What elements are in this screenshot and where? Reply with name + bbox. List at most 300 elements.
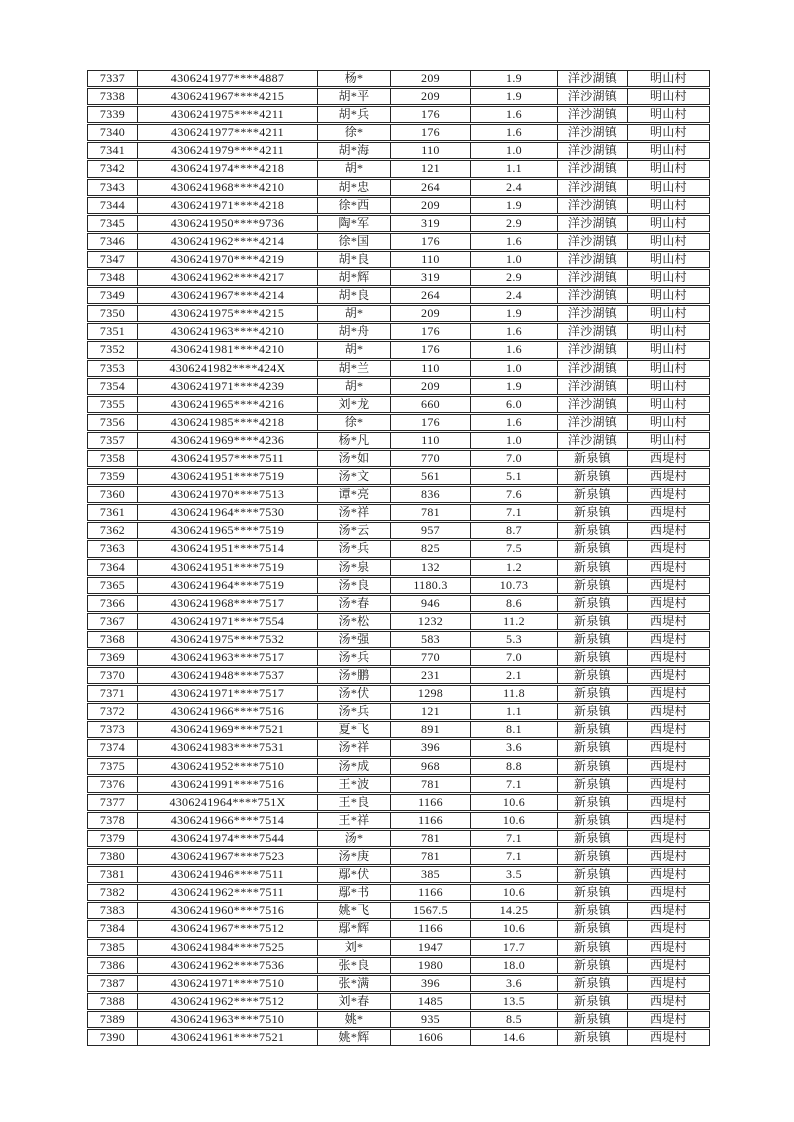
cell-village: 西堤村 bbox=[627, 795, 709, 810]
cell-id-masked: 4306241952****7510 bbox=[137, 759, 317, 774]
cell-name-masked: 汤*泉 bbox=[317, 560, 390, 575]
cell-name-masked: 胡*辉 bbox=[317, 270, 390, 285]
cell-serial: 7347 bbox=[99, 251, 126, 266]
cell-value1: 231 bbox=[390, 668, 470, 683]
cell-village: 西堤村 bbox=[627, 867, 709, 882]
cell-id-masked: 4306241983****7531 bbox=[137, 740, 317, 755]
cell-village: 西堤村 bbox=[627, 632, 709, 647]
cell-town: 洋沙湖镇 bbox=[557, 415, 627, 430]
cell-village: 西堤村 bbox=[627, 813, 709, 828]
cell-value2: 1.6 bbox=[470, 342, 557, 357]
cell-id-masked: 4306241963****7517 bbox=[137, 650, 317, 665]
cell-serial: 7346 bbox=[99, 233, 126, 248]
cell-village: 西堤村 bbox=[627, 921, 709, 936]
cell-value1: 176 bbox=[390, 107, 470, 122]
cell-value2: 8.5 bbox=[470, 1012, 557, 1027]
table-row bbox=[87, 848, 710, 865]
table-row bbox=[87, 269, 710, 286]
cell-name-masked: 杨*凡 bbox=[317, 433, 390, 448]
cell-value1: 176 bbox=[390, 234, 470, 249]
cell-town: 洋沙湖镇 bbox=[557, 71, 627, 86]
cell-serial: 7366 bbox=[99, 595, 126, 610]
cell-serial: 7345 bbox=[99, 215, 126, 230]
cell-id-masked: 4306241971****7554 bbox=[137, 614, 317, 629]
cell-serial: 7341 bbox=[99, 143, 126, 158]
cell-town: 新泉镇 bbox=[557, 849, 627, 864]
table-row bbox=[87, 703, 710, 720]
cell-village: 西堤村 bbox=[627, 704, 709, 719]
cell-serial: 7385 bbox=[99, 939, 126, 954]
cell-value1: 110 bbox=[390, 143, 470, 158]
cell-village: 西堤村 bbox=[627, 541, 709, 556]
cell-village: 西堤村 bbox=[627, 885, 709, 900]
cell-name-masked: 汤*云 bbox=[317, 523, 390, 538]
cell-village: 西堤村 bbox=[627, 596, 709, 611]
cell-village: 西堤村 bbox=[627, 740, 709, 755]
cell-serial: 7367 bbox=[99, 613, 126, 628]
cell-town: 新泉镇 bbox=[557, 578, 627, 593]
cell-value1: 946 bbox=[390, 596, 470, 611]
table-row bbox=[87, 414, 710, 431]
cell-id-masked: 4306241961****7521 bbox=[137, 1030, 317, 1045]
cell-name-masked: 汤*祥 bbox=[317, 505, 390, 520]
table-row bbox=[87, 215, 710, 232]
cell-name-masked: 姚*飞 bbox=[317, 903, 390, 918]
cell-serial: 7350 bbox=[99, 306, 126, 321]
cell-value1: 396 bbox=[390, 740, 470, 755]
cell-value2: 3.6 bbox=[470, 976, 557, 991]
cell-serial: 7351 bbox=[99, 324, 126, 339]
cell-value2: 1.0 bbox=[470, 433, 557, 448]
cell-value2: 8.1 bbox=[470, 722, 557, 737]
cell-value1: 781 bbox=[390, 849, 470, 864]
cell-value2: 17.7 bbox=[470, 940, 557, 955]
cell-id-masked: 4306241951****7519 bbox=[137, 560, 317, 575]
cell-value1: 121 bbox=[390, 704, 470, 719]
cell-id-masked: 4306241957****7511 bbox=[137, 451, 317, 466]
cell-id-masked: 4306241946****7511 bbox=[137, 867, 317, 882]
cell-id-masked: 4306241962****7512 bbox=[137, 994, 317, 1009]
cell-serial: 7348 bbox=[99, 270, 126, 285]
cell-serial: 7358 bbox=[99, 450, 126, 465]
cell-town: 新泉镇 bbox=[557, 958, 627, 973]
cell-name-masked: 胡* bbox=[317, 342, 390, 357]
cell-village: 西堤村 bbox=[627, 722, 709, 737]
cell-name-masked: 谭*亮 bbox=[317, 487, 390, 502]
cell-value1: 319 bbox=[390, 270, 470, 285]
cell-name-masked: 王*良 bbox=[317, 795, 390, 810]
cell-id-masked: 4306241971****4239 bbox=[137, 379, 317, 394]
cell-value1: 781 bbox=[390, 777, 470, 792]
table-row bbox=[87, 993, 710, 1010]
cell-value1: 825 bbox=[390, 541, 470, 556]
cell-value2: 2.1 bbox=[470, 668, 557, 683]
cell-village: 明山村 bbox=[627, 234, 709, 249]
cell-id-masked: 4306241967****7512 bbox=[137, 921, 317, 936]
cell-value2: 10.6 bbox=[470, 921, 557, 936]
cell-village: 西堤村 bbox=[627, 1030, 709, 1045]
cell-village: 明山村 bbox=[627, 161, 709, 176]
cell-village: 明山村 bbox=[627, 324, 709, 339]
table-row bbox=[87, 595, 710, 612]
cell-name-masked: 鄢*书 bbox=[317, 885, 390, 900]
cell-value2: 7.1 bbox=[470, 777, 557, 792]
table-row bbox=[87, 540, 710, 557]
beneficiary-table bbox=[87, 70, 710, 1047]
cell-name-masked: 姚*辉 bbox=[317, 1030, 390, 1045]
cell-value1: 209 bbox=[390, 71, 470, 86]
table-row bbox=[87, 739, 710, 756]
cell-name-masked: 姚* bbox=[317, 1012, 390, 1027]
cell-id-masked: 4306241960****7516 bbox=[137, 903, 317, 918]
cell-town: 洋沙湖镇 bbox=[557, 180, 627, 195]
cell-town: 新泉镇 bbox=[557, 686, 627, 701]
cell-id-masked: 4306241974****7544 bbox=[137, 831, 317, 846]
cell-value2: 10.73 bbox=[470, 578, 557, 593]
cell-serial: 7374 bbox=[99, 740, 126, 755]
cell-value1: 176 bbox=[390, 125, 470, 140]
cell-value2: 8.6 bbox=[470, 596, 557, 611]
cell-value1: 1166 bbox=[390, 813, 470, 828]
cell-value2: 2.9 bbox=[470, 270, 557, 285]
cell-name-masked: 胡* bbox=[317, 379, 390, 394]
table-row bbox=[87, 667, 710, 684]
cell-town: 新泉镇 bbox=[557, 614, 627, 629]
cell-town: 新泉镇 bbox=[557, 505, 627, 520]
cell-town: 洋沙湖镇 bbox=[557, 361, 627, 376]
table-row bbox=[87, 866, 710, 883]
cell-name-masked: 汤*文 bbox=[317, 469, 390, 484]
cell-town: 洋沙湖镇 bbox=[557, 89, 627, 104]
cell-name-masked: 汤*如 bbox=[317, 451, 390, 466]
cell-name-masked: 刘*春 bbox=[317, 994, 390, 1009]
table-row bbox=[87, 1029, 710, 1046]
table-row bbox=[87, 124, 710, 141]
cell-town: 洋沙湖镇 bbox=[557, 143, 627, 158]
cell-value1: 176 bbox=[390, 415, 470, 430]
cell-id-masked: 4306241966****7516 bbox=[137, 704, 317, 719]
cell-value1: 1232 bbox=[390, 614, 470, 629]
cell-village: 明山村 bbox=[627, 89, 709, 104]
cell-town: 新泉镇 bbox=[557, 867, 627, 882]
cell-id-masked: 4306241951****7519 bbox=[137, 469, 317, 484]
cell-id-masked: 4306241963****7510 bbox=[137, 1012, 317, 1027]
cell-serial: 7387 bbox=[99, 975, 126, 990]
cell-value1: 1980 bbox=[390, 958, 470, 973]
cell-serial: 7337 bbox=[99, 71, 126, 85]
cell-village: 西堤村 bbox=[627, 560, 709, 575]
cell-name-masked: 胡*良 bbox=[317, 252, 390, 267]
cell-village: 明山村 bbox=[627, 415, 709, 430]
cell-id-masked: 4306241974****4218 bbox=[137, 161, 317, 176]
cell-id-masked: 4306241970****4219 bbox=[137, 252, 317, 267]
cell-value2: 3.5 bbox=[470, 867, 557, 882]
cell-village: 西堤村 bbox=[627, 578, 709, 593]
cell-id-masked: 4306241967****4215 bbox=[137, 89, 317, 104]
cell-id-masked: 4306241964****7530 bbox=[137, 505, 317, 520]
cell-serial: 7370 bbox=[99, 668, 126, 683]
table-row bbox=[87, 468, 710, 485]
cell-town: 洋沙湖镇 bbox=[557, 379, 627, 394]
cell-name-masked: 汤*祥 bbox=[317, 740, 390, 755]
cell-value1: 770 bbox=[390, 451, 470, 466]
table-row bbox=[87, 341, 710, 358]
cell-value1: 110 bbox=[390, 433, 470, 448]
cell-village: 明山村 bbox=[627, 288, 709, 303]
cell-name-masked: 陶*军 bbox=[317, 216, 390, 231]
cell-town: 新泉镇 bbox=[557, 795, 627, 810]
cell-village: 西堤村 bbox=[627, 487, 709, 502]
table-row bbox=[87, 504, 710, 521]
cell-town: 新泉镇 bbox=[557, 560, 627, 575]
cell-village: 明山村 bbox=[627, 342, 709, 357]
cell-village: 明山村 bbox=[627, 143, 709, 158]
table-row bbox=[87, 975, 710, 992]
cell-value1: 1166 bbox=[390, 885, 470, 900]
cell-serial: 7390 bbox=[99, 1029, 126, 1044]
cell-village: 西堤村 bbox=[627, 469, 709, 484]
cell-id-masked: 4306241951****7514 bbox=[137, 541, 317, 556]
cell-value1: 968 bbox=[390, 759, 470, 774]
table-row bbox=[87, 522, 710, 539]
cell-id-masked: 4306241970****7513 bbox=[137, 487, 317, 502]
cell-id-masked: 4306241975****4211 bbox=[137, 107, 317, 122]
cell-town: 新泉镇 bbox=[557, 451, 627, 466]
cell-value2: 1.9 bbox=[470, 198, 557, 213]
cell-name-masked: 胡*舟 bbox=[317, 324, 390, 339]
table-row bbox=[87, 812, 710, 829]
cell-value1: 385 bbox=[390, 867, 470, 882]
cell-village: 明山村 bbox=[627, 107, 709, 122]
cell-name-masked: 鄢*辉 bbox=[317, 921, 390, 936]
cell-value1: 264 bbox=[390, 288, 470, 303]
cell-name-masked: 汤*兵 bbox=[317, 704, 390, 719]
cell-name-masked: 汤*良 bbox=[317, 578, 390, 593]
cell-name-masked: 胡*海 bbox=[317, 143, 390, 158]
cell-value2: 1.6 bbox=[470, 107, 557, 122]
table-row bbox=[87, 233, 710, 250]
cell-name-masked: 张*良 bbox=[317, 958, 390, 973]
cell-value2: 1.9 bbox=[470, 379, 557, 394]
cell-village: 西堤村 bbox=[627, 958, 709, 973]
table-row bbox=[87, 902, 710, 919]
cell-value1: 1485 bbox=[390, 994, 470, 1009]
cell-value2: 1.6 bbox=[470, 234, 557, 249]
cell-serial: 7376 bbox=[99, 776, 126, 791]
cell-value1: 1606 bbox=[390, 1030, 470, 1045]
cell-village: 明山村 bbox=[627, 379, 709, 394]
cell-town: 洋沙湖镇 bbox=[557, 306, 627, 321]
cell-value1: 209 bbox=[390, 379, 470, 394]
cell-name-masked: 刘*龙 bbox=[317, 397, 390, 412]
cell-serial: 7388 bbox=[99, 993, 126, 1008]
cell-value2: 7.0 bbox=[470, 451, 557, 466]
cell-serial: 7386 bbox=[99, 957, 126, 972]
cell-serial: 7380 bbox=[99, 849, 126, 864]
cell-town: 新泉镇 bbox=[557, 523, 627, 538]
cell-id-masked: 4306241977****4887 bbox=[137, 71, 317, 86]
cell-village: 西堤村 bbox=[627, 505, 709, 520]
cell-value1: 176 bbox=[390, 324, 470, 339]
cell-value1: 209 bbox=[390, 306, 470, 321]
cell-value2: 11.8 bbox=[470, 686, 557, 701]
cell-village: 西堤村 bbox=[627, 650, 709, 665]
cell-id-masked: 4306241982****424X bbox=[137, 361, 317, 376]
cell-id-masked: 4306241971****7517 bbox=[137, 686, 317, 701]
cell-id-masked: 4306241979****4211 bbox=[137, 143, 317, 158]
cell-value2: 10.6 bbox=[470, 813, 557, 828]
cell-value2: 1.9 bbox=[470, 306, 557, 321]
table-row bbox=[87, 794, 710, 811]
cell-value2: 11.2 bbox=[470, 614, 557, 629]
cell-name-masked: 汤*鹏 bbox=[317, 668, 390, 683]
cell-id-masked: 4306241965****7519 bbox=[137, 523, 317, 538]
cell-town: 新泉镇 bbox=[557, 921, 627, 936]
cell-name-masked: 汤*松 bbox=[317, 614, 390, 629]
cell-id-masked: 4306241968****4210 bbox=[137, 180, 317, 195]
cell-value2: 10.6 bbox=[470, 795, 557, 810]
cell-village: 西堤村 bbox=[627, 976, 709, 991]
table-row bbox=[87, 142, 710, 159]
cell-serial: 7362 bbox=[99, 523, 126, 538]
cell-serial: 7381 bbox=[99, 867, 126, 882]
cell-serial: 7338 bbox=[99, 89, 126, 104]
cell-village: 西堤村 bbox=[627, 1012, 709, 1027]
cell-value2: 1.0 bbox=[470, 143, 557, 158]
cell-name-masked: 汤*伏 bbox=[317, 686, 390, 701]
cell-serial: 7363 bbox=[99, 541, 126, 556]
cell-value2: 7.1 bbox=[470, 849, 557, 864]
cell-value1: 1567.5 bbox=[390, 903, 470, 918]
cell-village: 明山村 bbox=[627, 71, 709, 86]
cell-town: 新泉镇 bbox=[557, 487, 627, 502]
cell-town: 新泉镇 bbox=[557, 976, 627, 991]
cell-village: 明山村 bbox=[627, 125, 709, 140]
cell-town: 洋沙湖镇 bbox=[557, 252, 627, 267]
cell-name-masked: 胡*良 bbox=[317, 288, 390, 303]
cell-name-masked: 徐*国 bbox=[317, 234, 390, 249]
table-row bbox=[87, 776, 710, 793]
cell-id-masked: 4306241950****9736 bbox=[137, 216, 317, 231]
cell-name-masked: 汤* bbox=[317, 831, 390, 846]
cell-value2: 1.1 bbox=[470, 704, 557, 719]
cell-name-masked: 胡*忠 bbox=[317, 180, 390, 195]
cell-value2: 1.6 bbox=[470, 125, 557, 140]
cell-value1: 1180.3 bbox=[390, 578, 470, 593]
cell-village: 明山村 bbox=[627, 198, 709, 213]
cell-value1: 110 bbox=[390, 252, 470, 267]
cell-serial: 7343 bbox=[99, 179, 126, 194]
cell-value1: 110 bbox=[390, 361, 470, 376]
cell-village: 西堤村 bbox=[627, 831, 709, 846]
table-row bbox=[87, 305, 710, 322]
cell-id-masked: 4306241985****4218 bbox=[137, 415, 317, 430]
table-row bbox=[87, 577, 710, 594]
cell-village: 西堤村 bbox=[627, 686, 709, 701]
table-row bbox=[87, 559, 710, 576]
cell-town: 新泉镇 bbox=[557, 831, 627, 846]
cell-name-masked: 胡* bbox=[317, 161, 390, 176]
cell-value2: 5.1 bbox=[470, 469, 557, 484]
cell-town: 新泉镇 bbox=[557, 740, 627, 755]
table-row bbox=[87, 70, 710, 87]
cell-value2: 8.7 bbox=[470, 523, 557, 538]
cell-value2: 7.5 bbox=[470, 541, 557, 556]
cell-town: 洋沙湖镇 bbox=[557, 433, 627, 448]
table-row bbox=[87, 649, 710, 666]
cell-town: 洋沙湖镇 bbox=[557, 288, 627, 303]
cell-value1: 836 bbox=[390, 487, 470, 502]
cell-value2: 3.6 bbox=[470, 740, 557, 755]
table-row bbox=[87, 758, 710, 775]
cell-id-masked: 4306241975****7532 bbox=[137, 632, 317, 647]
cell-value2: 1.9 bbox=[470, 89, 557, 104]
cell-value1: 781 bbox=[390, 505, 470, 520]
cell-name-masked: 胡*兵 bbox=[317, 107, 390, 122]
cell-value2: 1.6 bbox=[470, 415, 557, 430]
cell-id-masked: 4306241981****4210 bbox=[137, 342, 317, 357]
table-row bbox=[87, 450, 710, 467]
cell-name-masked: 胡*平 bbox=[317, 89, 390, 104]
cell-serial: 7382 bbox=[99, 885, 126, 900]
cell-serial: 7389 bbox=[99, 1011, 126, 1026]
cell-town: 新泉镇 bbox=[557, 668, 627, 683]
cell-id-masked: 4306241962****4214 bbox=[137, 234, 317, 249]
cell-village: 西堤村 bbox=[627, 523, 709, 538]
cell-village: 明山村 bbox=[627, 252, 709, 267]
cell-town: 新泉镇 bbox=[557, 650, 627, 665]
cell-value2: 1.0 bbox=[470, 252, 557, 267]
cell-name-masked: 汤*庚 bbox=[317, 849, 390, 864]
cell-serial: 7369 bbox=[99, 650, 126, 664]
cell-id-masked: 4306241971****4218 bbox=[137, 198, 317, 213]
cell-value2: 6.0 bbox=[470, 397, 557, 412]
cell-village: 明山村 bbox=[627, 433, 709, 448]
cell-id-masked: 4306241966****7514 bbox=[137, 813, 317, 828]
cell-village: 西堤村 bbox=[627, 668, 709, 683]
cell-value2: 7.6 bbox=[470, 487, 557, 502]
cell-name-masked: 刘* bbox=[317, 940, 390, 955]
table-row bbox=[87, 884, 710, 901]
cell-value2: 1.1 bbox=[470, 161, 557, 176]
table-row bbox=[87, 160, 710, 177]
cell-serial: 7384 bbox=[99, 921, 126, 936]
cell-name-masked: 王*祥 bbox=[317, 813, 390, 828]
cell-value1: 660 bbox=[390, 397, 470, 412]
table-row bbox=[87, 920, 710, 937]
cell-town: 洋沙湖镇 bbox=[557, 161, 627, 176]
cell-town: 洋沙湖镇 bbox=[557, 107, 627, 122]
cell-serial: 7373 bbox=[99, 722, 126, 737]
cell-town: 新泉镇 bbox=[557, 632, 627, 647]
table-row bbox=[87, 396, 710, 413]
cell-name-masked: 汤*兵 bbox=[317, 650, 390, 665]
cell-value1: 1947 bbox=[390, 940, 470, 955]
cell-name-masked: 杨* bbox=[317, 71, 390, 86]
cell-value2: 2.4 bbox=[470, 180, 557, 195]
cell-value2: 1.9 bbox=[470, 71, 557, 86]
cell-town: 新泉镇 bbox=[557, 722, 627, 737]
cell-serial: 7344 bbox=[99, 197, 126, 212]
cell-serial: 7339 bbox=[99, 107, 126, 122]
cell-value2: 7.1 bbox=[470, 831, 557, 846]
cell-serial: 7349 bbox=[99, 288, 126, 303]
cell-serial: 7364 bbox=[99, 559, 126, 574]
cell-serial: 7379 bbox=[99, 830, 126, 845]
cell-id-masked: 4306241969****4236 bbox=[137, 433, 317, 448]
cell-serial: 7377 bbox=[99, 794, 126, 809]
cell-value1: 121 bbox=[390, 161, 470, 176]
